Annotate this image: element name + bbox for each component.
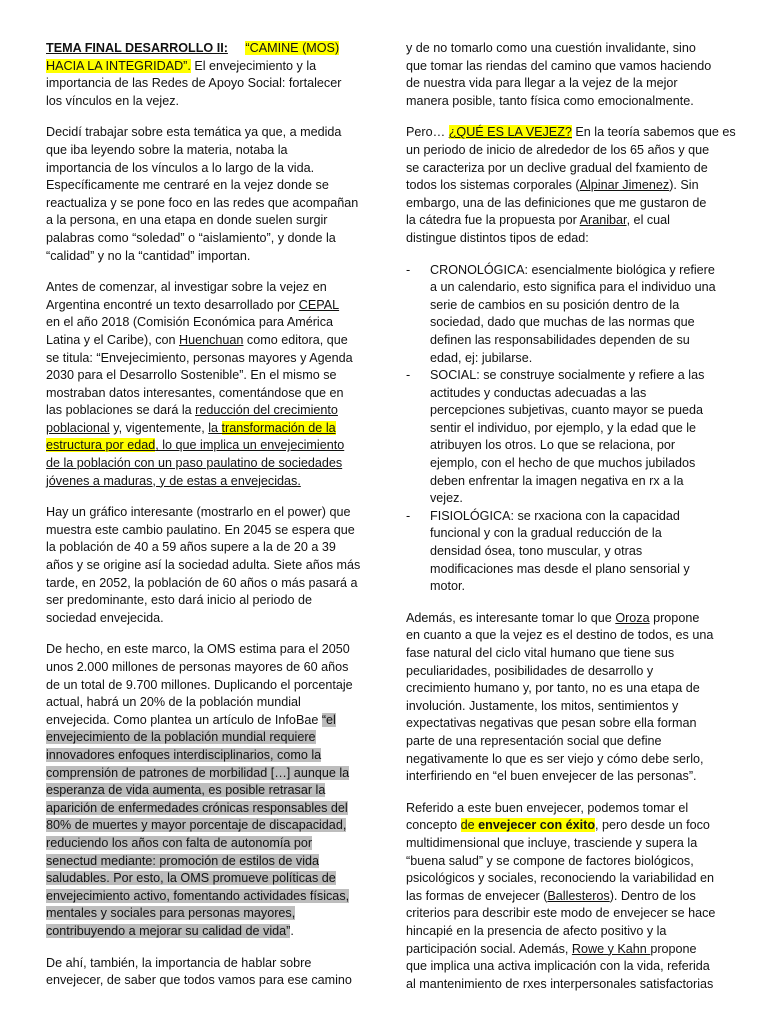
text-line [406,124,736,142]
text-run: ejemplo, con el hecho de que muchos jubilados [430,456,696,471]
text-line [406,230,722,248]
age-types-list [406,262,722,596]
text-line [46,350,364,368]
text-run: actual, habrá un 20% de la población mundial [46,695,301,710]
text-run-styled: senectud mediante: promoción de estilos de vida [46,853,320,868]
text-run: densidad ósea, tono muscular, y otras [430,544,643,559]
text-line [46,314,364,332]
text-run-styled: saludables. Por esto, la OMS promueve políticas de [46,871,336,886]
text-run-styled: 80% de muertes y mayor porcentaje de discapacidad, [46,818,347,833]
list-item [406,262,722,368]
text-run: Antes de comenzar, al investigar sobre la vejez en [46,280,327,295]
text-line [46,539,364,557]
text-line [46,694,364,712]
text-line [430,543,722,561]
text-line [46,610,364,628]
text-line [430,420,722,438]
text-line [406,627,722,645]
text-run-styled: comprensión de patrones de morbilidad […] aunque la [46,765,350,780]
text-line [46,177,364,195]
text-run: a un calendario, esto significa para el individuo una [430,280,716,295]
text-run: definen las responsabilidades dependen de su [430,332,690,347]
text-line [46,504,364,522]
text-run: . [290,923,294,938]
text-run-styled: Huenchuan [179,332,244,347]
text-run: percepciones subjetivas, cuanto mayor se pueda [430,403,704,418]
paragraph [46,124,364,265]
text-line [46,592,364,610]
text-line [46,557,364,575]
text-line [46,248,364,266]
text-run-styled: esperanza de vida aumenta, es posible retrasar la [46,783,326,798]
text-run-styled: ¿QUÉ ES LA VEJEZ? [448,125,572,140]
right-column [406,40,736,1007]
text-run: unos 2.000 millones de personas mayores de 60 años [46,660,349,674]
text-run: envejecer, de saber que todos vamos para ese camino [46,973,352,988]
text-run: modificaciones mas desde el plano sensorial y [430,561,690,576]
text-run: al mantenimiento de rxes interpersonales satisfactorias [406,976,714,991]
text-run: actitudes y conductas adecuadas a las [430,385,647,400]
text-line [46,575,364,593]
text-line [430,525,722,543]
text-line [430,314,722,332]
text-line [406,212,722,230]
text-run-styled: transformación de la [221,420,336,435]
text-line [430,367,722,385]
text-run: sociedad, dado que muchas de las normas que [430,315,695,330]
text-run-styled: envejecimiento de la población mundial requiere [46,730,316,745]
text-run: Argentina encontré un texto desarrollado por [46,297,299,312]
text-run: en cuanto a que la vejez es el destino de todos, es una [406,628,714,643]
text-line [406,40,722,58]
text-run-styled: Ballesteros [547,888,610,903]
text-line [406,93,722,111]
text-line [406,698,722,716]
text-line [406,853,722,871]
text-run: El envejecimiento y la [190,58,317,73]
text-line [46,870,364,888]
paragraph [406,610,722,786]
text-run: sociedad envejecida. [46,610,164,625]
text-line [46,40,364,58]
text-line [46,677,364,695]
text-line [406,680,722,698]
paragraph [46,955,364,990]
text-run-styled: Rowe y Kahn [571,941,651,956]
text-run: 2030 para el Desarrollo Sostenible”. En el mismo se [46,368,337,383]
text-line [46,230,364,248]
paragraph [46,504,364,627]
text-run-styled: estructura por edad [46,438,156,453]
text-run: vejez. [430,491,463,506]
text-line [430,455,722,473]
text-run-styled: TEMA FINAL DESARROLLO II: [46,41,228,55]
text-line [46,800,364,818]
text-line [430,490,722,508]
text-line [46,160,364,178]
text-run: hincapié en la presencia de afecto positivo y la [406,923,667,938]
text-run-styled: jóvenes a maduras, y de estas a envejecidas. [46,473,301,488]
text-run-styled: Alpinar Jimenez [579,178,670,193]
text-line [430,385,722,403]
text-line [46,729,364,747]
right-intro [406,40,736,248]
text-run: y de no tomarlo como una cuestión invalidante, sino [406,41,696,55]
text-run: atribuyen los otros. Lo que se relaciona, por [430,438,676,453]
text-run: expectativas negativas que pesan sobre ella forman [406,716,697,731]
text-run: funcional y con la gradual reducción de la [430,526,662,541]
text-line [46,712,364,730]
text-line [406,142,722,160]
text-line [46,853,364,871]
text-line [46,641,364,659]
text-run: , pero desde un foco [595,818,710,833]
text-run-styled: de la población con un paso paulatino de sociedades [46,456,343,471]
text-run: reactualiza y se pone foco en las redes que acompañan [46,195,359,210]
text-line [46,195,364,213]
text-run: fase natural del ciclo vital humano que tiene sus [406,646,675,660]
text-run-styled: reduciendo los años con falta de autonomía por [46,835,313,850]
text-run: la población de 40 a 59 años supere a la de 20 a 39 [46,540,336,555]
text-run: un periodo de inicio de alrededor de los 65 años y que [406,142,710,157]
text-line [406,160,722,178]
text-run: los vínculos en la vejez. [46,93,180,108]
text-line [406,610,722,628]
paragraph [406,124,736,247]
text-line [46,888,364,906]
text-line [46,905,364,923]
text-line [46,367,364,385]
text-line [46,58,364,76]
text-run: multidimensional que incluye, trasciende y supera la [406,835,698,850]
text-line [406,817,722,835]
text-line [406,941,722,959]
right-continuation [406,610,722,993]
text-run: “calidad” y no la “cantidad” importan. [46,248,251,263]
paragraph [406,800,722,994]
text-line [430,578,722,596]
text-run: tarde, en 2052, la población de 60 años o más pasará a [46,575,358,590]
text-run: Latina y el Caribe), con [46,332,180,347]
text-run: peculiaridades, posibilidades de desarrollo y [406,663,654,678]
text-run-styled: poblacional [46,420,110,435]
text-run: Específicamente me centraré en la vejez donde se [46,178,329,193]
text-line [406,751,722,769]
text-run-styled: envejecer con éxito [478,818,596,833]
paragraph [46,40,364,110]
text-line [406,958,722,976]
text-run: propone [650,941,697,956]
text-line [46,817,364,835]
text-run: muestra este cambio paulatino. En 2045 se espera que [46,522,355,537]
text-run: años y se origine así la sociedad adulta. Siete años más [46,558,361,573]
text-line [46,437,364,455]
text-run: se caracteriza por un declive gradual del fxamiento de [406,160,708,175]
text-run: manera posible, tanto física como emocionalmente. [406,93,694,108]
text-line [46,782,364,800]
text-run: las formas de envejecer ( [406,888,548,903]
text-line [406,645,722,663]
text-run: Decidí trabajar sobre esta temática ya que, a medida [46,125,342,140]
text-run-styled: mentales y sociales para personas mayores, [46,906,296,921]
text-run: participación social. Además, [406,941,572,956]
text-run: psicológicos y sociales, reconociendo la variabilidad en [406,871,715,886]
text-run: concepto [406,818,461,833]
text-line [46,93,364,111]
text-line [46,972,364,990]
text-run: crecimiento humano y, por tanto, no es una etapa de [406,681,700,696]
text-line [430,473,722,491]
text-run-styled: innovadores enfoques interdisciplinarios, como la [46,747,322,762]
text-run-styled: reducción del crecimiento [195,403,338,418]
text-run: de un total de 9.700 millones. Duplicando el porcentaje [46,677,353,692]
text-run: embargo, una de las definiciones que me gustaron de [406,195,707,210]
text-line [46,835,364,853]
text-line [406,888,722,906]
text-line [430,332,722,350]
text-line [46,659,364,677]
text-run: Hay un gráfico interesante (mostrarlo en el power) que [46,505,351,520]
text-line [46,212,364,230]
text-run: CRONOLÓGICA: esencialmente biológica y refiere [430,262,715,277]
text-run-styled: contribuyendo a mejorar su calidad de vida” [46,923,291,938]
text-line [406,976,722,994]
text-line [406,715,722,733]
text-line [406,177,722,195]
text-run-styled: aparición de enfermedades crónicas responsables del [46,800,348,815]
text-line [46,142,364,160]
text-run-styled: envejecimiento activo, fomentando actividades físicas, [46,888,350,903]
text-line [430,437,722,455]
text-line [46,297,364,315]
text-line [406,75,722,93]
text-run: todos los sistemas corporales ( [406,178,580,193]
text-line [46,75,364,93]
text-run-styled: “el [321,712,336,727]
text-run-styled: “CAMINE (MOS) [245,41,340,55]
text-run: serie de cambios en su posición dentro de la [430,297,680,312]
text-run: y, vigentemente, [109,420,209,435]
text-line [406,905,722,923]
text-line [430,561,722,579]
text-run: FISIOLÓGICA: se rxaciona con la capacidad [430,508,680,523]
text-run: motor. [430,579,465,594]
text-run: como editora, que [243,332,348,347]
text-run: , el cual [626,213,670,228]
text-run: Además, es interesante tomar lo que [406,610,616,625]
text-line [46,473,364,491]
text-run-styled: HACIA LA INTEGRIDAD”. [46,58,191,73]
text-line [406,58,722,76]
text-run: edad, ej: jubilarse. [430,350,533,365]
text-line [46,332,364,350]
text-run: Pero… [406,125,449,140]
text-run: “buena salud” y se compone de factores biológicos, [406,853,694,868]
text-line [46,765,364,783]
text-line [46,455,364,473]
text-run: que tomar las riendas del camino que vamos haciendo [406,58,712,73]
text-line [430,262,722,280]
text-run: Referido a este buen envejecer, podemos tomar el [406,800,689,815]
text-line [430,402,722,420]
left-column [46,40,364,1004]
text-run: ). Dentro de los [609,888,696,903]
text-line [406,835,722,853]
text-line [430,508,722,526]
text-run: la cátedra fue la propuesta por [406,213,580,228]
text-line [46,923,364,941]
text-run-styled: CEPAL [298,297,340,312]
text-line [406,923,722,941]
paragraph [46,641,364,940]
text-line [46,420,364,438]
text-line [46,279,364,297]
text-run: interfiriendo en “el buen envejecer de las personas”. [406,769,697,784]
text-run-styled: Oroza [615,610,650,625]
text-line [46,955,364,973]
text-run: distingue distintos tipos de edad: [406,230,589,245]
text-run: mostraban datos interesantes, comentándose que en [46,385,344,400]
text-run: En la teoría sabemos que es [571,125,736,140]
text-line [46,402,364,420]
text-run: propone [649,610,700,625]
text-run: De hecho, en este marco, la OMS estima para el 2050 [46,642,350,657]
text-run: de nuestra vida para llegar a la vejez de la mejor [406,76,678,91]
text-line [46,385,364,403]
text-line [406,768,722,786]
text-run: SOCIAL: se construye socialmente y refiere a las [430,368,705,383]
text-run: parte de una representación social que define [406,733,662,748]
list-item [406,508,722,596]
text-run: ). Sin [669,178,699,193]
text-run-styled: , lo que implica un envejecimiento [155,438,345,453]
text-run: importancia de los vínculos a lo largo de la vida. [46,160,315,175]
text-line [46,522,364,540]
text-run: envejecida. Como plantea un artículo de InfoBae [46,712,322,727]
text-run: ser predominante, esto dará inicio al periodo de [46,593,313,608]
text-run-styled: Aranibar [579,213,627,228]
text-run: sentir el individuo, por ejemplo, y la edad que le [430,420,697,435]
text-run: negativamente lo que es ser viejo y cómo debe serlo, [406,751,704,766]
text-run: las poblaciones se dará la [46,403,196,418]
text-run: palabras como “soledad” o “aislamiento”, y donde la [46,230,336,245]
text-run: De ahí, también, la importancia de hablar sobre [46,955,312,970]
text-line [430,279,722,297]
text-run: en el año 2018 (Comisión Económica para América [46,315,334,330]
text-run [228,41,246,55]
text-run: deben enfrentar la imagen negativa en rx a la [430,473,684,488]
list-item [406,367,722,508]
text-line [46,124,364,142]
text-run: a la persona, en una etapa en donde suelen surgir [46,213,328,228]
text-line [406,800,722,818]
text-line [46,747,364,765]
text-line [430,297,722,315]
text-run: que implica una activa implicación con la vida, referida [406,959,710,974]
text-run: se titula: “Envejecimiento, personas mayores y Agenda [46,350,353,365]
text-line [406,195,722,213]
text-run: que iba leyendo sobre la materia, notaba la [46,142,288,157]
text-line [406,733,722,751]
paragraph [406,40,722,110]
paragraph [46,279,364,490]
text-run: importancia de las Redes de Apoyo Social: fortalecer [46,76,342,91]
text-line [406,870,722,888]
text-run: involución. Justamente, los mitos, sentimientos y [406,698,679,713]
text-line [406,663,722,681]
text-line [430,350,722,368]
text-run: criterios para describir este modo de envejecer se hace [406,906,716,921]
text-run-styled: de [460,818,479,833]
text-run-styled: la [208,420,222,435]
